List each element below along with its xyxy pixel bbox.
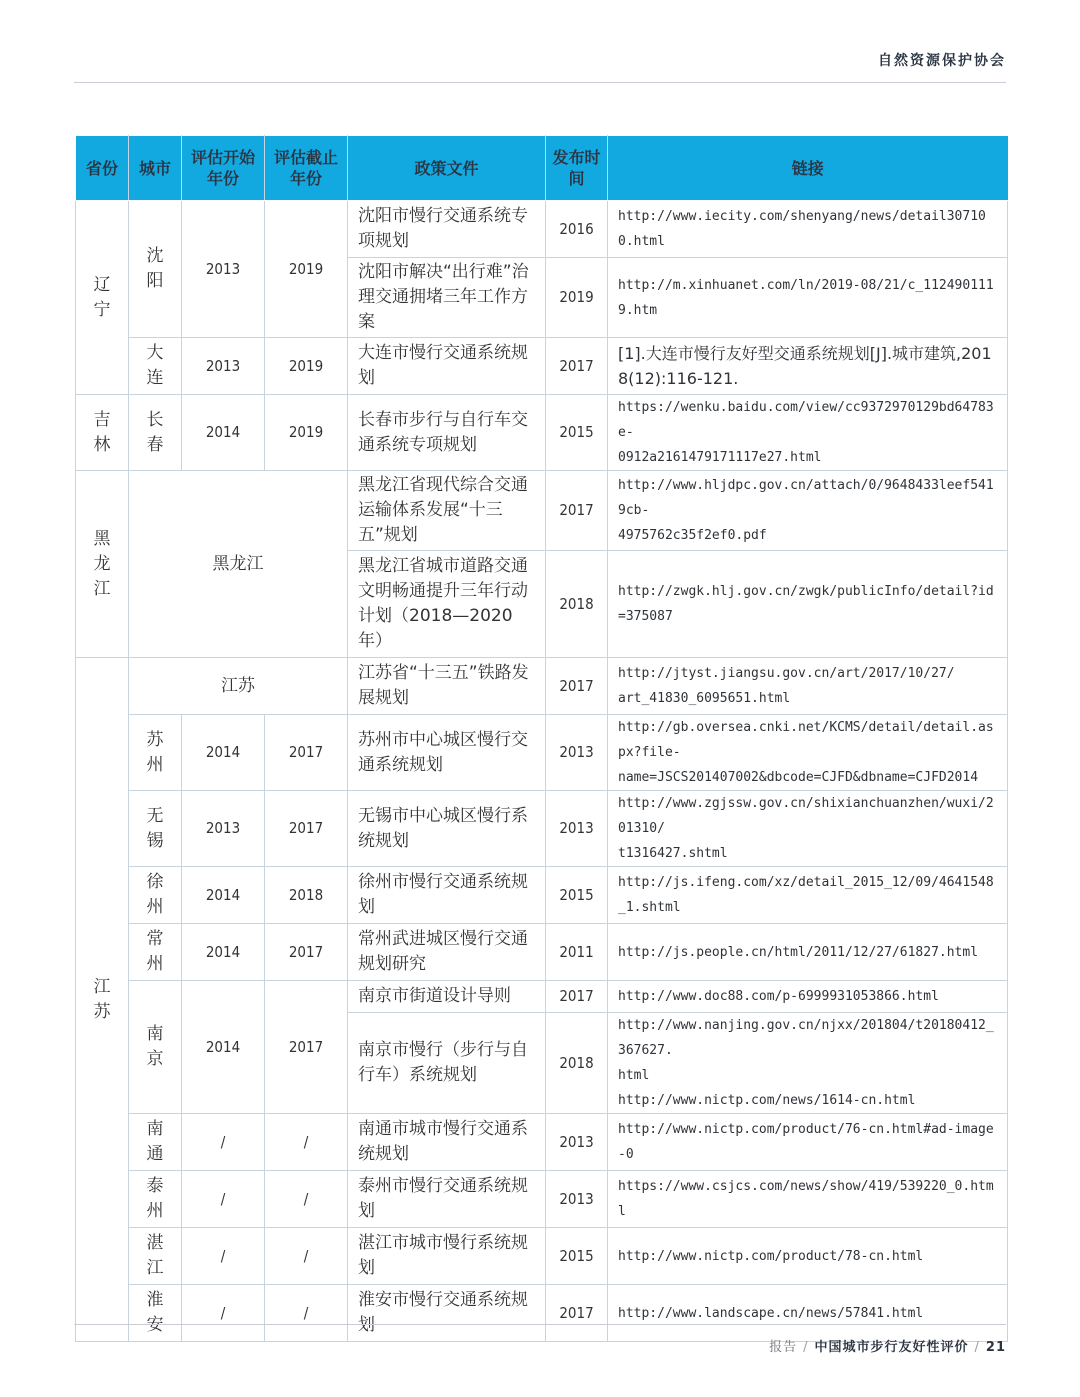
- link-cell[interactable]: [608, 658, 1008, 715]
- link-text[interactable]: 4975762c35f2ef0.pdf: [618, 528, 767, 543]
- eval-end-cell: 2017: [265, 791, 348, 867]
- city-cell: 南通: [129, 1114, 182, 1171]
- link-cell[interactable]: [608, 1228, 1008, 1285]
- footer-separator: /: [974, 1340, 980, 1355]
- table-row: [76, 867, 1008, 924]
- link-cell[interactable]: [608, 1114, 1008, 1171]
- footer-divider: [74, 1324, 1006, 1325]
- table-row: [76, 791, 1008, 867]
- province-cell: 吉林: [76, 395, 129, 471]
- header-divider: [74, 82, 1006, 83]
- link-text[interactable]: http://www.zgjssw.gov.cn/shixianchuanzhen/wuxi/201310/: [618, 796, 994, 836]
- link-text[interactable]: art_41830_6095651.html: [618, 691, 791, 706]
- policy-cell: 南京市慢行（步行与自行车）系统规划: [348, 1013, 546, 1114]
- policy-cell: 沈阳市慢行交通系统专项规划: [348, 201, 546, 258]
- city-cell: 黑龙江: [129, 471, 348, 658]
- link-text[interactable]: http://gb.oversea.cnki.net/KCMS/detail/detail.aspx?file-: [618, 720, 994, 760]
- link-text[interactable]: html: [618, 1068, 650, 1083]
- eval-start-cell: /: [182, 1171, 265, 1228]
- link-text[interactable]: http://zwgk.hlj.gov.cn/zwgk/publicInfo/detail?id=375087: [618, 584, 994, 624]
- policy-cell: 泰州市慢行交通系统规划: [348, 1171, 546, 1228]
- link-cell[interactable]: [608, 395, 1008, 471]
- table-row: [76, 981, 1008, 1013]
- citation-text: [1].大连市慢行友好型交通系统规划[J].城市建筑,2018(12):116-121.: [618, 344, 992, 388]
- eval-start-cell: 2014: [182, 395, 265, 471]
- link-text[interactable]: t1316427.shtml: [618, 846, 728, 861]
- link-cell[interactable]: [608, 1171, 1008, 1228]
- link-text[interactable]: http://www.nanjing.gov.cn/njxx/201804/t20180412_367627.: [618, 1018, 994, 1058]
- eval-start-cell: 2013: [182, 791, 265, 867]
- policy-cell: 沈阳市解决“出行难”治理交通拥堵三年工作方案: [348, 258, 546, 338]
- table-row: [76, 924, 1008, 981]
- table-row: [76, 201, 1008, 258]
- link-text[interactable]: http://www.nictp.com/product/76-cn.html#ad-image-0: [618, 1122, 994, 1162]
- link-text[interactable]: 0912a2161479171117e27.html: [618, 450, 822, 465]
- year-cell: 2013: [546, 1171, 608, 1228]
- year-cell: 2015: [546, 867, 608, 924]
- year-cell: 2019: [546, 258, 608, 338]
- policy-cell: 南通市城市慢行交通系统规划: [348, 1114, 546, 1171]
- province-cell: 江苏: [76, 658, 129, 1342]
- link-text[interactable]: http://www.nictp.com/news/1614-cn.html: [618, 1093, 916, 1108]
- policy-cell: 徐州市慢行交通系统规划: [348, 867, 546, 924]
- policy-cell: 长春市步行与自行车交通系统专项规划: [348, 395, 546, 471]
- link-text[interactable]: http://www.iecity.com/shenyang/news/detail307100.html: [618, 209, 986, 249]
- table-row: [76, 471, 1008, 551]
- link-text[interactable]: http://js.ifeng.com/xz/detail_2015_12/09/4641548_1.shtml: [618, 875, 994, 915]
- policy-table: [75, 135, 1008, 1342]
- page-number: 21: [985, 1340, 1006, 1355]
- policy-cell: 南京市街道设计导则: [348, 981, 546, 1013]
- column-header-policy: 政策文件: [348, 136, 546, 201]
- year-cell: 2017: [546, 471, 608, 551]
- eval-start-cell: /: [182, 1228, 265, 1285]
- link-cell[interactable]: [608, 924, 1008, 981]
- link-text[interactable]: name=JSCS201407002&dbcode=CJFD&dbname=CJFD2014: [618, 770, 979, 785]
- policy-cell: 淮安市慢行交通系统规划: [348, 1285, 546, 1342]
- policy-cell: 江苏省“十三五”铁路发展规划: [348, 658, 546, 715]
- link-cell[interactable]: [608, 867, 1008, 924]
- city-cell: 淮安: [129, 1285, 182, 1342]
- eval-start-cell: 2014: [182, 981, 265, 1114]
- eval-end-cell: 2019: [265, 338, 348, 395]
- link-cell[interactable]: [608, 791, 1008, 867]
- city-cell: 湛江: [129, 1228, 182, 1285]
- year-cell: 2011: [546, 924, 608, 981]
- column-header-eval-end: 评估截止年份: [265, 136, 348, 201]
- policy-cell: 无锡市中心城区慢行系统规划: [348, 791, 546, 867]
- organization-name: 自然资源保护协会: [878, 53, 1006, 69]
- year-cell: 2013: [546, 1114, 608, 1171]
- citation-cell: [608, 338, 1008, 395]
- eval-start-cell: 2014: [182, 867, 265, 924]
- table-row: [76, 715, 1008, 791]
- policy-cell: 黑龙江省现代综合交通运输体系发展“十三五”规划: [348, 471, 546, 551]
- eval-end-cell: /: [265, 1114, 348, 1171]
- link-cell[interactable]: [608, 201, 1008, 258]
- link-text[interactable]: https://wenku.baidu.com/view/cc9372970129bd64783e-: [618, 400, 994, 440]
- policy-cell: 黑龙江省城市道路交通文明畅通提升三年行动计划（2018—2020年）: [348, 551, 546, 658]
- year-cell: 2015: [546, 395, 608, 471]
- column-header-city: 城市: [129, 136, 182, 201]
- link-text[interactable]: http://www.nictp.com/product/78-cn.html: [618, 1248, 924, 1264]
- year-cell: 2017: [546, 981, 608, 1013]
- policy-cell: 大连市慢行交通系统规划: [348, 338, 546, 395]
- city-cell: 沈阳: [129, 201, 182, 338]
- city-cell: 泰州: [129, 1171, 182, 1228]
- city-cell: 常州: [129, 924, 182, 981]
- link-text[interactable]: http://js.people.cn/html/2011/12/27/61827.html: [618, 944, 979, 960]
- eval-start-cell: 2014: [182, 715, 265, 791]
- year-cell: 2017: [546, 338, 608, 395]
- link-cell[interactable]: [608, 551, 1008, 658]
- eval-end-cell: /: [265, 1285, 348, 1342]
- province-cell: 黑龙江: [76, 471, 129, 658]
- link-text[interactable]: http://www.doc88.com/p-6999931053866.html: [618, 989, 939, 1004]
- city-cell: 无锡: [129, 791, 182, 867]
- eval-start-cell: /: [182, 1114, 265, 1171]
- table-row: [76, 395, 1008, 471]
- city-cell: 苏州: [129, 715, 182, 791]
- city-cell: 徐州: [129, 867, 182, 924]
- table-row: [76, 1228, 1008, 1285]
- column-header-published: 发布时间: [546, 136, 608, 201]
- eval-end-cell: 2017: [265, 715, 348, 791]
- year-cell: 2015: [546, 1228, 608, 1285]
- year-cell: 2018: [546, 1013, 608, 1114]
- province-cell: 辽宁: [76, 201, 129, 395]
- eval-start-cell: 2014: [182, 924, 265, 981]
- table-row: [76, 658, 1008, 715]
- city-cell: 长春: [129, 395, 182, 471]
- link-cell[interactable]: [608, 471, 1008, 551]
- column-header-eval-start: 评估开始年份: [182, 136, 265, 201]
- eval-end-cell: 2019: [265, 201, 348, 338]
- policy-cell: 湛江市城市慢行系统规划: [348, 1228, 546, 1285]
- eval-end-cell: 2017: [265, 981, 348, 1114]
- link-text[interactable]: http://jtyst.jiangsu.gov.cn/art/2017/10/27/: [618, 666, 955, 681]
- footer-report-title: 中国城市步行友好性评价: [814, 1340, 969, 1355]
- link-text[interactable]: http://www.landscape.cn/news/57841.html: [618, 1305, 924, 1321]
- link-text[interactable]: http://www.hljdpc.gov.cn/attach/0/9648433leef5419cb-: [618, 478, 994, 518]
- link-text[interactable]: http://m.xinhuanet.com/ln/2019-08/21/c_1124901119.htm: [618, 277, 994, 318]
- year-cell: 2013: [546, 715, 608, 791]
- link-cell[interactable]: [608, 258, 1008, 338]
- eval-end-cell: 2018: [265, 867, 348, 924]
- city-cell: 南京: [129, 981, 182, 1114]
- eval-start-cell: 2013: [182, 338, 265, 395]
- table-header-row: [76, 136, 1008, 201]
- year-cell: 2017: [546, 1285, 608, 1342]
- link-cell[interactable]: [608, 715, 1008, 791]
- table-row: [76, 1114, 1008, 1171]
- table-row: [76, 1171, 1008, 1228]
- policy-cell: 苏州市中心城区慢行交通系统规划: [348, 715, 546, 791]
- year-cell: 2013: [546, 791, 608, 867]
- link-cell[interactable]: [608, 1013, 1008, 1114]
- eval-end-cell: 2017: [265, 924, 348, 981]
- city-cell: 大连: [129, 338, 182, 395]
- eval-start-cell: 2013: [182, 201, 265, 338]
- footer-section: 报告: [769, 1340, 798, 1355]
- footer-separator: /: [803, 1340, 809, 1355]
- year-cell: 2016: [546, 201, 608, 258]
- column-header-link: 链接: [608, 136, 1008, 201]
- table-row: [76, 338, 1008, 395]
- link-cell[interactable]: [608, 981, 1008, 1013]
- eval-start-cell: /: [182, 1285, 265, 1342]
- link-cell[interactable]: [608, 1285, 1008, 1342]
- year-cell: 2018: [546, 551, 608, 658]
- column-header-province: 省份: [76, 136, 129, 201]
- page-footer: [769, 1336, 1006, 1355]
- link-text[interactable]: https://www.csjcs.com/news/show/419/539220_0.html: [618, 1179, 994, 1219]
- city-cell: 江苏: [129, 658, 348, 715]
- year-cell: 2017: [546, 658, 608, 715]
- eval-end-cell: /: [265, 1228, 348, 1285]
- policy-cell: 常州武进城区慢行交通规划研究: [348, 924, 546, 981]
- table-row: [76, 1285, 1008, 1342]
- eval-end-cell: 2019: [265, 395, 348, 471]
- eval-end-cell: /: [265, 1171, 348, 1228]
